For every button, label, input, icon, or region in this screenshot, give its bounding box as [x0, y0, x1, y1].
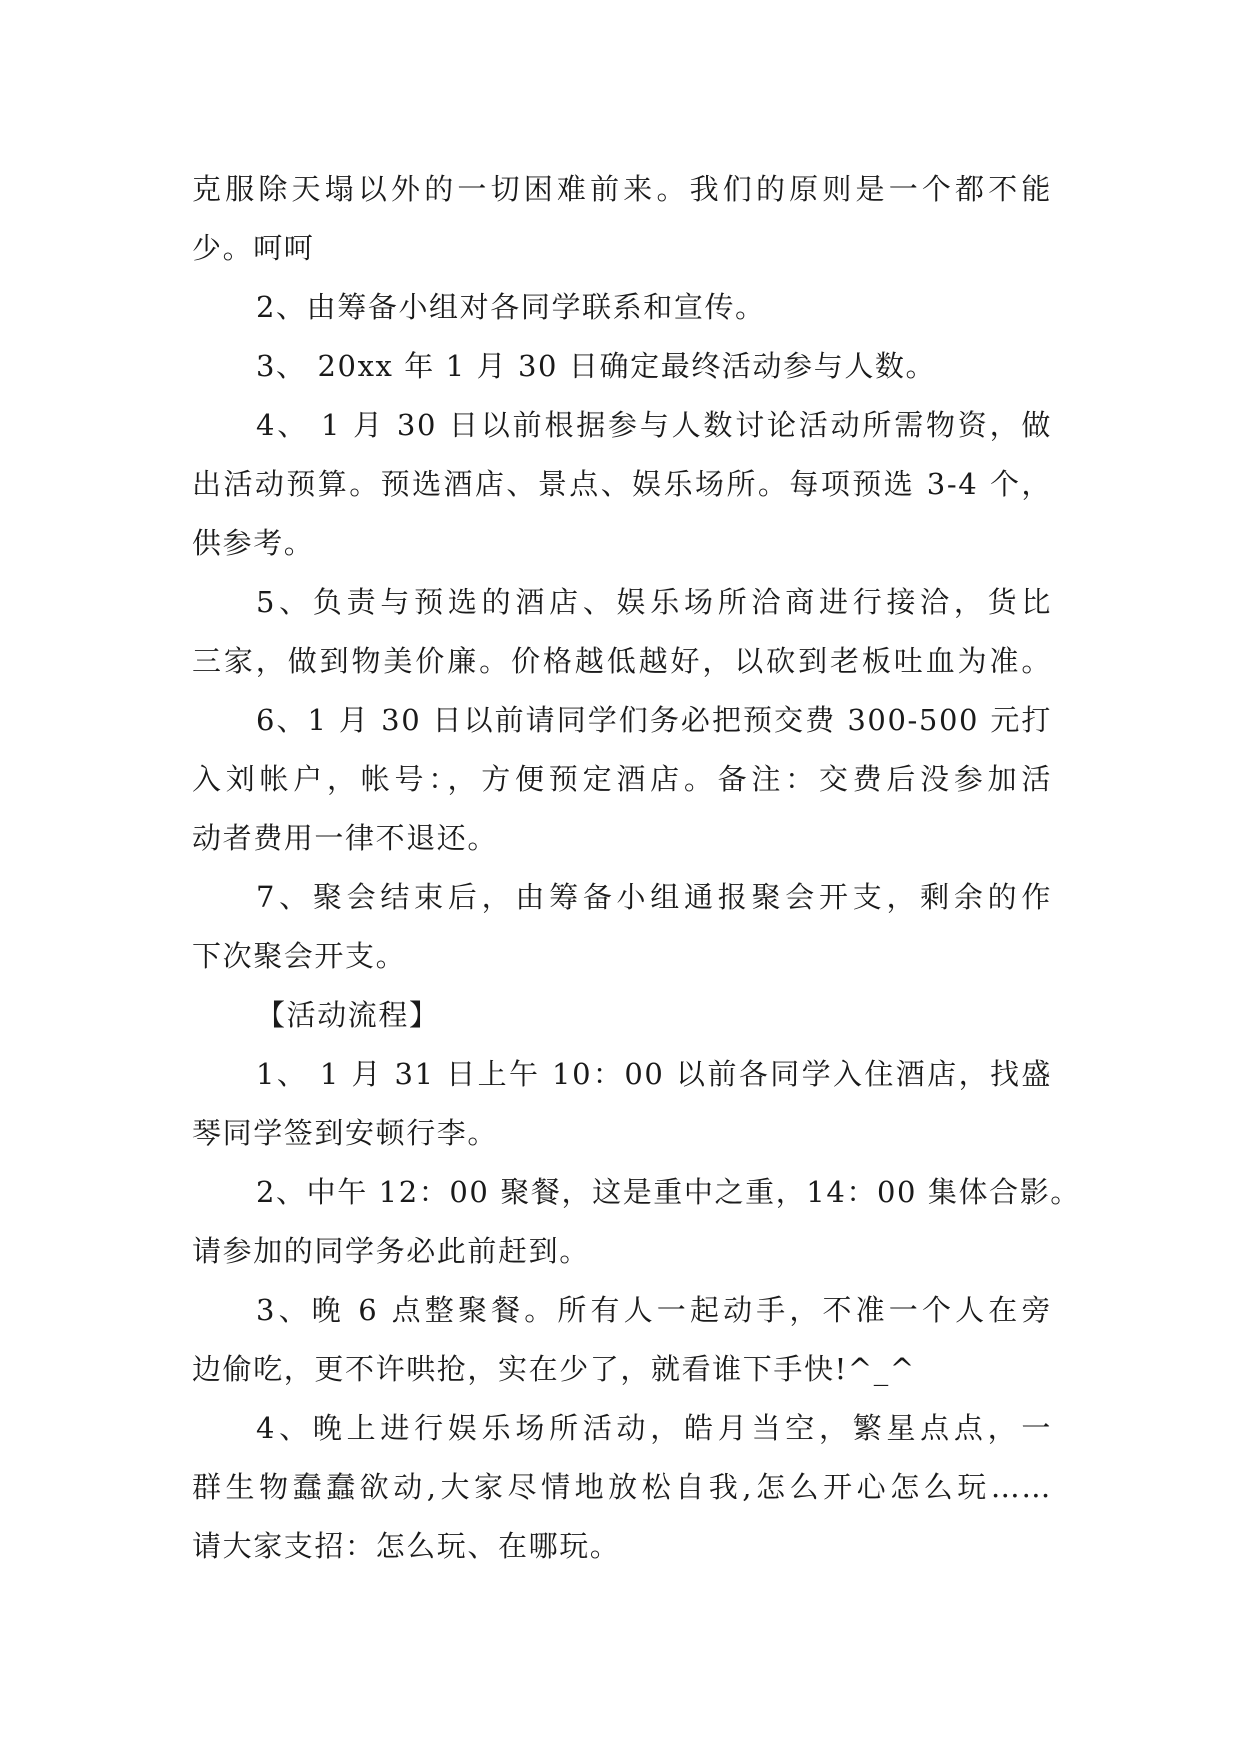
text-line: 请参加的同学务必此前赶到。	[192, 1234, 590, 1268]
text-line: 7、聚会结束后，由筹备小组通报聚会开支，剩余的作	[256, 880, 1052, 914]
text-line: 3、晚 6 点整聚餐。所有人一起动手，不准一个人在旁	[256, 1293, 1052, 1327]
text-line: 3、 20xx 年 1 月 30 日确定最终活动参与人数。	[256, 349, 937, 383]
text-line: 1、 1 月 31 日上午 10：00 以前各同学入住酒店，找盛	[256, 1057, 1052, 1091]
document-body	[192, 160, 1081, 1576]
text-line: 出活动预算。预选酒店、景点、娱乐场所。每项预选 3-4 个，	[192, 467, 1052, 501]
text-line: 2、由筹备小组对各同学联系和宣传。	[256, 290, 766, 324]
text-line: 克服除天塌以外的一切困难前来。我们的原则是一个都不能	[192, 172, 1052, 206]
text-line: 少。呵呵	[192, 231, 315, 265]
section-heading: 【活动流程】	[256, 998, 440, 1032]
text-line: 5、负责与预选的酒店、娱乐场所洽商进行接洽，货比	[256, 585, 1052, 619]
text-line: 琴同学签到安顿行李。	[192, 1116, 499, 1150]
text-line: 边偷吃，更不许哄抢，实在少了，就看谁下手快!^_^	[192, 1352, 916, 1386]
text-line: 请大家支招：怎么玩、在哪玩。	[192, 1529, 621, 1563]
text-line: 6、1 月 30 日以前请同学们务必把预交费 300-500 元打	[256, 703, 1052, 737]
text-line: 供参考。	[192, 526, 315, 560]
text-line: 下次聚会开支。	[192, 939, 407, 973]
text-line: 动者费用一律不退还。	[192, 821, 499, 855]
text-line: 4、晚上进行娱乐场所活动，皓月当空，繁星点点，一	[256, 1411, 1052, 1445]
text-line: 4、 1 月 30 日以前根据参与人数讨论活动所需物资，做	[256, 408, 1052, 442]
text-line: 入刘帐户，帐号：，方便预定酒店。备注：交费后没参加活	[192, 762, 1052, 796]
text-line: 2、中午 12：00 聚餐，这是重中之重，14：00 集体合影。	[256, 1175, 1081, 1209]
text-line: 群生物蠢蠢欲动,大家尽情地放松自我,怎么开心怎么玩……	[192, 1470, 1052, 1504]
text-line: 三家，做到物美价廉。价格越低越好，以砍到老板吐血为准。	[192, 644, 1052, 678]
